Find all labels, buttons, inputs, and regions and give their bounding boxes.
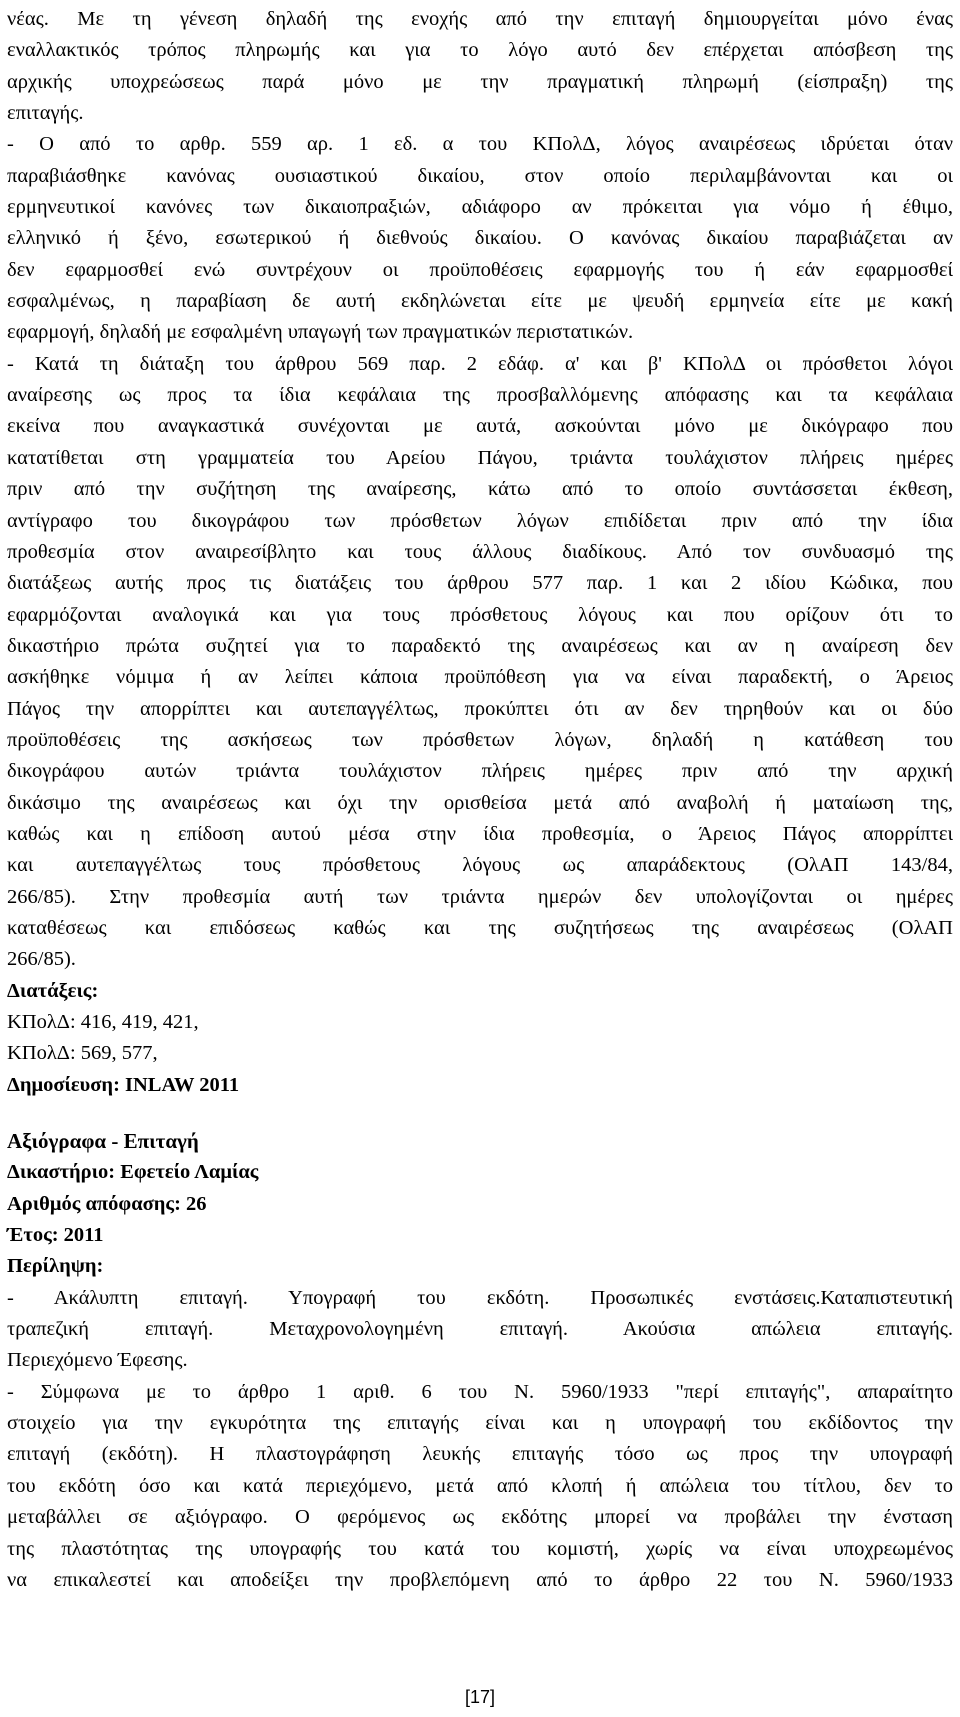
text-line: προθεσμία στον αναιρεσίβλητο και τους άλλους διαδίκους. Από τον συνδυασμό της [7, 540, 953, 563]
decision-number-line: Αριθμός απόφασης: 26 [7, 1192, 207, 1215]
entry-title: Αξιόγραφα - Επιταγή [7, 1129, 199, 1154]
text-line: αντίγραφο του δικογράφου των πρόσθετων λόγων επιδίδεται πριν από την ίδια [7, 509, 953, 532]
summary-line: του εκδότη όσο και κατά περιεχόμενο, μετά από κλοπή ή απώλεια του τίτλου, δεν το [7, 1474, 953, 1497]
summary-line: της πλαστότητας της υπογραφής του κατά του κομιστή, χωρίς να είναι υποχρεωμένος [7, 1537, 953, 1560]
text-line: αναίρεσης ως προς τα ίδια κεφάλαια της προσβαλλόμενης απόφασης και τα κεφάλαια [7, 384, 953, 407]
section-gap [7, 1101, 953, 1126]
year-line: Έτος: 2011 [7, 1224, 104, 1247]
text-line: - Ο από το αρθρ. 559 αρ. 1 εδ. α του ΚΠολΔ, λόγος αναιρέσεως ιδρύεται όταν [7, 133, 953, 156]
publication-line: Δημοσίευση: INLAW 2011 [7, 1073, 240, 1096]
text-line: 266/85). [7, 948, 76, 971]
text-line: εναλλακτικός τρόπος πληρωμής και για το λόγο αυτό δεν επέρχεται απόσβεση της [7, 39, 953, 62]
text-line: κατατίθεται στη γραμματεία του Αρείου Πάγου, τριάντα τουλάχιστον πλήρεις ημέρες [7, 446, 953, 469]
text-line: εκείνα που αναγκαστικά συνέχονται με αυτά, ασκούνται μόνο με δικόγραφο που [7, 415, 953, 438]
text-line: πριν από την συζήτηση της αναίρεσης, κάτω από το οποίο συντάσσεται έκθεση, [7, 478, 953, 501]
court-line: Δικαστήριο: Εφετείο Λαμίας [7, 1161, 259, 1184]
page-number: [17] [464, 1687, 496, 1707]
summary-line: Περιεχόμενο Έφεσης. [7, 1349, 188, 1372]
summary-line: να επικαλεστεί και αποδείξει την προβλεπόμενη από το άρθρο 22 του Ν. 5960/1933 [7, 1568, 953, 1591]
provisions-heading: Διατάξεις: [7, 979, 99, 1002]
text-line: παραβιάσθηκε κανόνας ουσιαστικού δικαίου, στον οποίο περιλαμβάνονται και οι [7, 164, 953, 187]
text-line: αρχικής υποχρεώσεως παρά μόνο με την πραγματική πληρωμή (είσπραξη) της [7, 70, 953, 93]
text-line: - Κατά τη διάταξη του άρθρου 569 παρ. 2 εδάφ. α' και β' ΚΠολΔ οι πρόσθετοι λόγοι [7, 352, 953, 375]
text-line: καταθέσεως και επιδόσεως καθώς και της συζητήσεως της αναιρέσεως (ΟλΑΠ [7, 916, 953, 939]
text-line: δικαστήριο πρώτα συζητεί για το παραδεκτό της αναιρέσεως και αν η αναίρεση δεν [7, 634, 953, 657]
text-line: επιταγής. [7, 102, 84, 125]
text-line: ασκήθηκε νόμιμα ή αν λείπει κάποια προϋπόθεση για να είναι παραδεκτή, ο Άρειος [7, 666, 953, 689]
text-line: εφαρμόζονται αναλογικά και για τους πρόσθετους λόγους και που ορίζουν ότι το [7, 603, 953, 626]
text-line: καθώς και η επίδοση αυτού μέσα στην ίδια προθεσμία, ο Άρειος Πάγος απορρίπτει [7, 822, 953, 845]
summary-line: στοιχείο για την εγκυρότητα της επιταγής είναι και η υπογραφή του εκδίδοντος την [7, 1412, 953, 1435]
provision-item: ΚΠολΔ: 416, 419, 421, [7, 1011, 199, 1033]
text-line: ερμηνευτικοί κανόνες των δικαιοπραξιών, αδιάφορο αν πρόκειται για νόμο ή έθιμο, [7, 196, 953, 219]
text-line: και αυτεπαγγέλτως τους πρόσθετους λόγους ως απαράδεκτους (ΟλΑΠ 143/84, [7, 854, 953, 877]
provision-item: ΚΠολΔ: 569, 577, [7, 1042, 158, 1065]
text-line: προϋποθέσεις της ασκήσεως των πρόσθετων λόγων, δηλαδή η κατάθεση του [7, 728, 953, 751]
text-line: Πάγος την απορρίπτει και αυτεπαγγέλτως, προκύπτει ότι αν δεν τηρηθούν και οι δύο [7, 697, 953, 720]
summary-line: μεταβάλλει σε αξιόγραφο. Ο φερόμενος ως εκδότης μπορεί να προβάλει την ένσταση [7, 1506, 953, 1529]
text-line: εφαρμογή, δηλαδή με εσφαλμένη υπαγωγή των πραγματικών περιστατικών. [7, 321, 634, 344]
text-line: νέας. Με τη γένεση δηλαδή της ενοχής από την επιταγή δημιουργείται μόνο ένας [7, 8, 953, 30]
text-line: 266/85). Στην προθεσμία αυτή των τριάντα ημερών δεν υπολογίζονται οι ημέρες [7, 885, 953, 908]
summary-line: τραπεζική επιταγή. Μεταχρονολογημένη επιταγή. Ακούσια απώλεια επιταγής. [7, 1318, 953, 1341]
text-line: δικογράφου αυτών τριάντα τουλάχιστον πλήρεις ημέρες πριν από την αρχική [7, 760, 953, 783]
summary-line: - Ακάλυπτη επιταγή. Υπογραφή του εκδότη. Προσωπικές ενστάσεις.Καταπιστευτική [7, 1286, 953, 1309]
summary-line: επιταγή (εκδότη). Η πλαστογράφηση λευκής επιταγής τόσο ως προς την υπογραφή [7, 1443, 953, 1466]
text-line: εσφαλμένως, η παραβίαση δε αυτή εκδηλώνεται είτε με ψευδή ερμηνεία είτε με κακή [7, 290, 953, 313]
text-line: ελληνικό ή ξένο, εσωτερικού ή διεθνούς δικαίου. Ο κανόνας δικαίου παραβιάζεται αν [7, 227, 953, 250]
text-line: δεν εφαρμοσθεί ενώ συντρέχουν οι προϋποθέσεις εφαρμογής του ή εάν εφαρμοσθεί [7, 258, 953, 281]
text-line: διατάξεως αυτής προς τις διατάξεις του άρθρου 577 παρ. 1 και 2 ιδίου Κώδικα, που [7, 572, 953, 595]
summary-heading: Περίληψη: [7, 1255, 104, 1278]
document-body [7, 4, 953, 1596]
text-line: δικάσιμο της αναιρέσεως και όχι την ορισθείσα μετά από αναβολή ή ματαίωση της, [7, 791, 953, 814]
summary-line: - Σύμφωνα με το άρθρο 1 αριθ. 6 του Ν. 5960/1933 "περί επιταγής", απαραίτητο [7, 1380, 953, 1403]
